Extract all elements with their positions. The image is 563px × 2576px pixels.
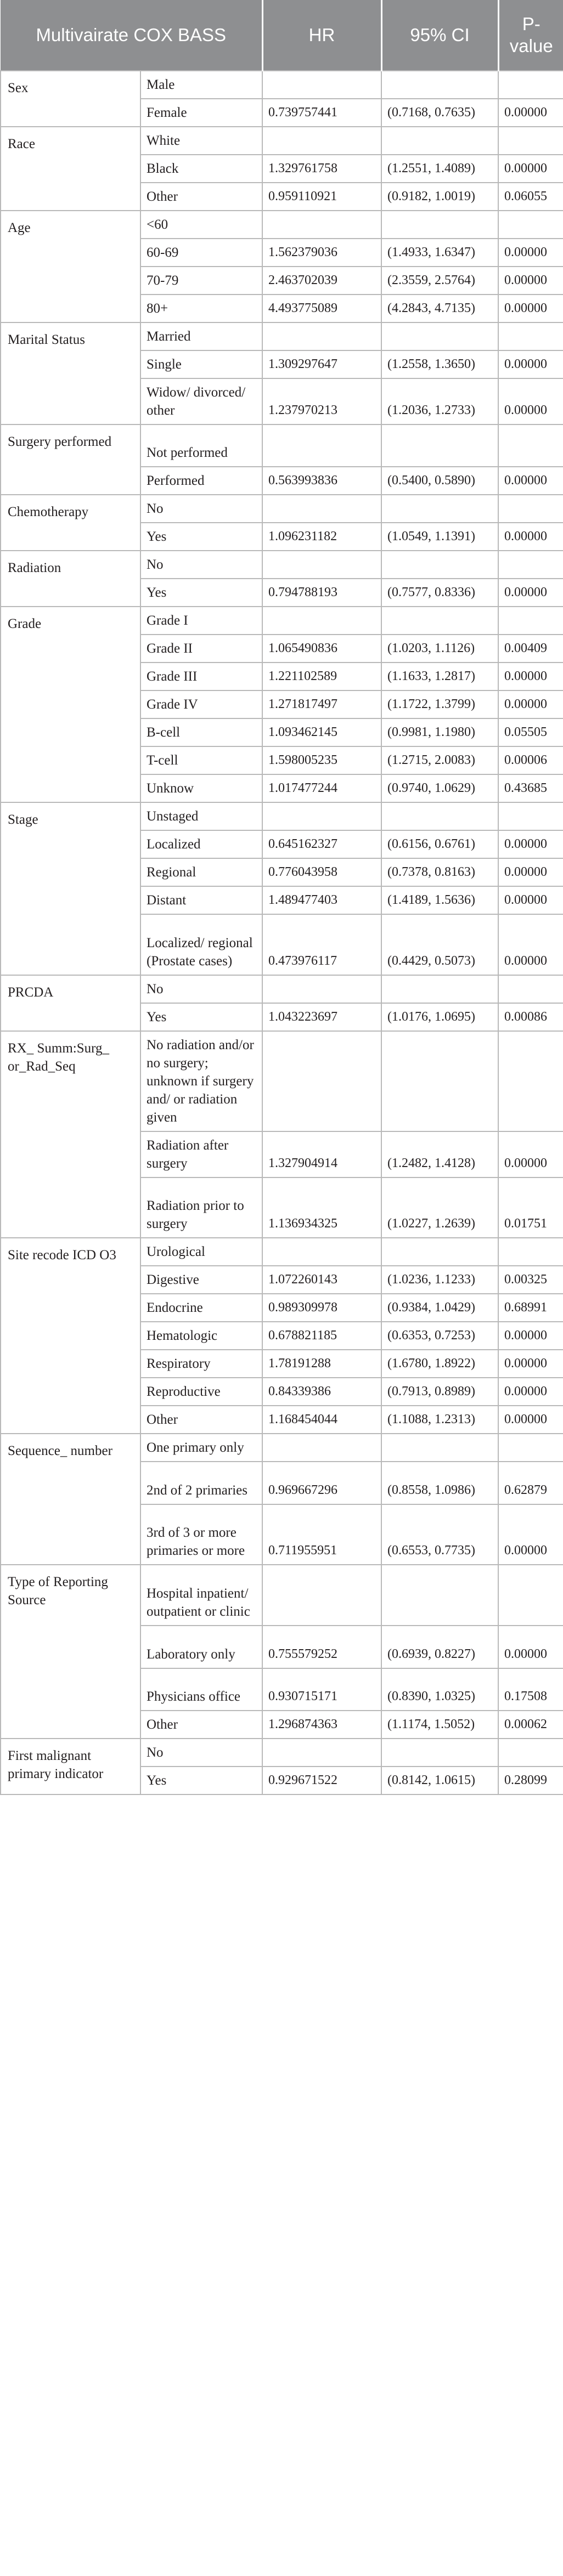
ci-value: (4.2843, 4.7135) — [381, 295, 498, 322]
table-row — [1, 424, 563, 467]
hr-value: 0.755579252 — [262, 1626, 381, 1668]
ci-value: (1.1722, 1.3799) — [381, 690, 498, 718]
p-value-column-header: P-value — [498, 0, 563, 71]
p-value — [498, 1031, 563, 1131]
table-row — [1, 1565, 563, 1626]
ci-value: (1.1633, 1.2817) — [381, 663, 498, 690]
ci-value: (0.8558, 1.0986) — [381, 1462, 498, 1504]
p-value — [498, 607, 563, 635]
p-value — [498, 322, 563, 350]
p-value: 0.00000 — [498, 663, 563, 690]
p-value — [498, 71, 563, 99]
level-label: Localized/ regional (Prostate cases) — [140, 914, 262, 975]
p-value: 0.00409 — [498, 635, 563, 663]
ci-value: (1.4189, 1.5636) — [381, 886, 498, 914]
level-label: Respiratory — [140, 1350, 262, 1378]
p-value — [498, 1434, 563, 1462]
hr-value: 1.237970213 — [262, 378, 381, 424]
level-label: Radiation prior to surgery — [140, 1177, 262, 1238]
p-value: 0.00000 — [498, 1378, 563, 1406]
hr-value: 0.959110921 — [262, 183, 381, 211]
ci-value: (0.7168, 0.7635) — [381, 99, 498, 127]
hr-value: 0.989309978 — [262, 1294, 381, 1322]
ci-column-header: 95% CI — [381, 0, 498, 71]
ci-value: (0.8390, 1.0325) — [381, 1668, 498, 1711]
hr-value — [262, 322, 381, 350]
ci-value — [381, 71, 498, 99]
level-label: Other — [140, 1406, 262, 1434]
table-row — [1, 802, 563, 830]
level-label: Female — [140, 99, 262, 127]
p-value: 0.68991 — [498, 1294, 563, 1322]
hr-value — [262, 495, 381, 523]
table-row — [1, 211, 563, 239]
ci-value: (0.9740, 1.0629) — [381, 774, 498, 802]
ci-value — [381, 211, 498, 239]
p-value — [498, 802, 563, 830]
hr-value — [262, 1238, 381, 1266]
level-label: 60-69 — [140, 239, 262, 267]
p-value: 0.00000 — [498, 523, 563, 551]
hr-value: 2.463702039 — [262, 267, 381, 295]
p-value: 0.00000 — [498, 378, 563, 424]
hr-value — [262, 1434, 381, 1462]
ci-value: (1.6780, 1.8922) — [381, 1350, 498, 1378]
hr-value: 0.84339386 — [262, 1378, 381, 1406]
ci-value: (0.9981, 1.1980) — [381, 718, 498, 746]
hr-value: 0.776043958 — [262, 858, 381, 886]
level-label: Widow/ divorced/ other — [140, 378, 262, 424]
p-value: 0.00000 — [498, 267, 563, 295]
group-label: Surgery performed — [1, 424, 140, 495]
hr-value: 1.271817497 — [262, 690, 381, 718]
ci-value: (1.0227, 1.2639) — [381, 1177, 498, 1238]
group-label: Site recode ICD O3 — [1, 1238, 140, 1434]
ci-value: (1.4933, 1.6347) — [381, 239, 498, 267]
hr-value: 0.473976117 — [262, 914, 381, 975]
p-value: 0.00000 — [498, 914, 563, 975]
ci-value: (0.7913, 0.8989) — [381, 1378, 498, 1406]
level-label: One primary only — [140, 1434, 262, 1462]
ci-value: (1.1174, 1.5052) — [381, 1711, 498, 1739]
level-label: Unknow — [140, 774, 262, 802]
ci-value — [381, 424, 498, 467]
ci-value: (1.2558, 1.3650) — [381, 350, 498, 378]
level-label: Male — [140, 71, 262, 99]
group-label: Sequence_ number — [1, 1434, 140, 1565]
hr-value — [262, 127, 381, 155]
level-label: Endocrine — [140, 1294, 262, 1322]
ci-value: (0.6939, 0.8227) — [381, 1626, 498, 1668]
level-label: No — [140, 975, 262, 1003]
p-value: 0.00000 — [498, 239, 563, 267]
table-row — [1, 551, 563, 579]
table-row — [1, 1031, 563, 1131]
hr-value: 1.096231182 — [262, 523, 381, 551]
hr-value — [262, 975, 381, 1003]
ci-value: (0.4429, 0.5073) — [381, 914, 498, 975]
p-value: 0.00000 — [498, 295, 563, 322]
ci-value: (1.2551, 1.4089) — [381, 155, 498, 183]
group-label: Grade — [1, 607, 140, 802]
p-value: 0.00000 — [498, 1626, 563, 1668]
hr-value — [262, 607, 381, 635]
ci-value: (2.3559, 2.5764) — [381, 267, 498, 295]
level-label: Grade II — [140, 635, 262, 663]
p-value: 0.00000 — [498, 155, 563, 183]
ci-value: (1.0549, 1.1391) — [381, 523, 498, 551]
group-label: Marital Status — [1, 322, 140, 424]
level-label: Single — [140, 350, 262, 378]
p-value: 0.62879 — [498, 1462, 563, 1504]
hr-value: 1.072260143 — [262, 1266, 381, 1294]
hr-value: 1.327904914 — [262, 1131, 381, 1177]
p-value — [498, 551, 563, 579]
p-value: 0.28099 — [498, 1767, 563, 1794]
table-row — [1, 607, 563, 635]
hr-value — [262, 1739, 381, 1767]
level-label: Reproductive — [140, 1378, 262, 1406]
hr-value: 1.309297647 — [262, 350, 381, 378]
p-value: 0.01751 — [498, 1177, 563, 1238]
group-label: PRCDA — [1, 975, 140, 1031]
p-value: 0.00000 — [498, 467, 563, 495]
group-label: Sex — [1, 71, 140, 127]
level-label: Unstaged — [140, 802, 262, 830]
hr-value: 1.598005235 — [262, 746, 381, 774]
level-label: Grade III — [140, 663, 262, 690]
p-value — [498, 495, 563, 523]
level-label: Localized — [140, 830, 262, 858]
group-label: First malignant primary indicator — [1, 1739, 140, 1794]
hr-value: 0.969667296 — [262, 1462, 381, 1504]
p-value: 0.06055 — [498, 183, 563, 211]
hr-value: 0.739757441 — [262, 99, 381, 127]
table-header — [1, 0, 563, 71]
level-label: Other — [140, 183, 262, 211]
hr-value — [262, 211, 381, 239]
hr-value: 1.136934325 — [262, 1177, 381, 1238]
level-label: Yes — [140, 523, 262, 551]
hr-value: 1.017477244 — [262, 774, 381, 802]
hr-value: 1.065490836 — [262, 635, 381, 663]
p-value — [498, 127, 563, 155]
hr-value: 1.168454044 — [262, 1406, 381, 1434]
level-label: Grade IV — [140, 690, 262, 718]
table-row — [1, 127, 563, 155]
level-label: No — [140, 1739, 262, 1767]
level-label: Other — [140, 1711, 262, 1739]
level-label: No — [140, 495, 262, 523]
p-value — [498, 1739, 563, 1767]
table-row — [1, 1434, 563, 1462]
level-label: Black — [140, 155, 262, 183]
level-label: Distant — [140, 886, 262, 914]
variable-column-header: Multivairate COX BASS — [1, 0, 262, 71]
p-value: 0.00000 — [498, 858, 563, 886]
p-value — [498, 424, 563, 467]
ci-value: (0.9182, 1.0019) — [381, 183, 498, 211]
hr-value: 0.929671522 — [262, 1767, 381, 1794]
ci-value: (0.7577, 0.8336) — [381, 579, 498, 607]
level-label: T-cell — [140, 746, 262, 774]
hr-value: 0.645162327 — [262, 830, 381, 858]
hr-value: 0.563993836 — [262, 467, 381, 495]
p-value: 0.00000 — [498, 99, 563, 127]
table-row — [1, 1739, 563, 1767]
p-value: 0.05505 — [498, 718, 563, 746]
ci-value: (1.0176, 1.0695) — [381, 1003, 498, 1031]
level-label: Radiation after surgery — [140, 1131, 262, 1177]
group-label: Radiation — [1, 551, 140, 607]
p-value: 0.00000 — [498, 350, 563, 378]
ci-value: (0.5400, 0.5890) — [381, 467, 498, 495]
p-value — [498, 211, 563, 239]
p-value: 0.00325 — [498, 1266, 563, 1294]
ci-value: (0.6156, 0.6761) — [381, 830, 498, 858]
hr-value: 0.678821185 — [262, 1322, 381, 1350]
level-label: Married — [140, 322, 262, 350]
group-label: Age — [1, 211, 140, 322]
group-label: Stage — [1, 802, 140, 975]
hr-value: 0.930715171 — [262, 1668, 381, 1711]
level-label: No — [140, 551, 262, 579]
p-value: 0.00000 — [498, 1322, 563, 1350]
ci-value — [381, 1565, 498, 1626]
hr-value: 0.794788193 — [262, 579, 381, 607]
hr-column-header: HR — [262, 0, 381, 71]
p-value: 0.00000 — [498, 1350, 563, 1378]
p-value: 0.00006 — [498, 746, 563, 774]
hr-value: 1.329761758 — [262, 155, 381, 183]
hr-value: 1.78191288 — [262, 1350, 381, 1378]
ci-value: (0.9384, 1.0429) — [381, 1294, 498, 1322]
hr-value: 1.093462145 — [262, 718, 381, 746]
group-label: Race — [1, 127, 140, 211]
ci-value: (0.6553, 0.7735) — [381, 1504, 498, 1565]
ci-value: (1.0203, 1.1126) — [381, 635, 498, 663]
ci-value — [381, 1238, 498, 1266]
ci-value: (1.2482, 1.4128) — [381, 1131, 498, 1177]
ci-value: (0.7378, 0.8163) — [381, 858, 498, 886]
level-label: <60 — [140, 211, 262, 239]
level-label: Laboratory only — [140, 1626, 262, 1668]
hr-value: 1.489477403 — [262, 886, 381, 914]
p-value — [498, 1565, 563, 1626]
ci-value — [381, 495, 498, 523]
ci-value — [381, 322, 498, 350]
level-label: B-cell — [140, 718, 262, 746]
p-value: 0.00086 — [498, 1003, 563, 1031]
p-value: 0.00000 — [498, 1406, 563, 1434]
level-label: Yes — [140, 1767, 262, 1794]
hr-value: 1.296874363 — [262, 1711, 381, 1739]
level-label: Digestive — [140, 1266, 262, 1294]
level-label: Not performed — [140, 424, 262, 467]
p-value: 0.00000 — [498, 1131, 563, 1177]
table-row — [1, 495, 563, 523]
hr-value — [262, 1031, 381, 1131]
group-label: Type of Reporting Source — [1, 1565, 140, 1739]
ci-value: (1.2036, 1.2733) — [381, 378, 498, 424]
p-value: 0.00000 — [498, 1504, 563, 1565]
table-body — [1, 71, 563, 1794]
level-label: Hematologic — [140, 1322, 262, 1350]
level-label: Yes — [140, 1003, 262, 1031]
level-label: 3rd of 3 or more primaries or more — [140, 1504, 262, 1565]
ci-value — [381, 1434, 498, 1462]
level-label: Regional — [140, 858, 262, 886]
hr-value: 1.562379036 — [262, 239, 381, 267]
ci-value — [381, 127, 498, 155]
level-label: 2nd of 2 primaries — [140, 1462, 262, 1504]
ci-value: (0.6353, 0.7253) — [381, 1322, 498, 1350]
level-label: 80+ — [140, 295, 262, 322]
p-value: 0.00000 — [498, 579, 563, 607]
table-row — [1, 1238, 563, 1266]
ci-value: (1.0236, 1.1233) — [381, 1266, 498, 1294]
level-label: 70-79 — [140, 267, 262, 295]
hr-value: 1.221102589 — [262, 663, 381, 690]
level-label: No radiation and/or no surgery; unknown if surgery and/ or radiation given — [140, 1031, 262, 1131]
hr-value — [262, 424, 381, 467]
p-value: 0.00062 — [498, 1711, 563, 1739]
ci-value — [381, 975, 498, 1003]
level-label: Yes — [140, 579, 262, 607]
ci-value — [381, 607, 498, 635]
hr-value — [262, 802, 381, 830]
table-row — [1, 975, 563, 1003]
p-value: 0.43685 — [498, 774, 563, 802]
group-label: Chemotherapy — [1, 495, 140, 551]
ci-value — [381, 551, 498, 579]
p-value: 0.00000 — [498, 830, 563, 858]
hr-value: 0.711955951 — [262, 1504, 381, 1565]
hr-value — [262, 551, 381, 579]
p-value: 0.00000 — [498, 690, 563, 718]
table-row — [1, 322, 563, 350]
hr-value: 4.493775089 — [262, 295, 381, 322]
p-value: 0.17508 — [498, 1668, 563, 1711]
hr-value — [262, 1565, 381, 1626]
level-label: Grade I — [140, 607, 262, 635]
group-label: RX_ Summ:Surg_ or_Rad_Seq — [1, 1031, 140, 1238]
p-value: 0.00000 — [498, 886, 563, 914]
level-label: Physicians office — [140, 1668, 262, 1711]
ci-value — [381, 802, 498, 830]
ci-value — [381, 1031, 498, 1131]
level-label: Hospital inpatient/ outpatient or clinic — [140, 1565, 262, 1626]
hr-value: 1.043223697 — [262, 1003, 381, 1031]
level-label: Performed — [140, 467, 262, 495]
ci-value: (0.8142, 1.0615) — [381, 1767, 498, 1794]
ci-value — [381, 1739, 498, 1767]
table-row — [1, 71, 563, 99]
level-label: White — [140, 127, 262, 155]
p-value — [498, 975, 563, 1003]
hr-value — [262, 71, 381, 99]
ci-value: (1.2715, 2.0083) — [381, 746, 498, 774]
p-value — [498, 1238, 563, 1266]
level-label: Urological — [140, 1238, 262, 1266]
ci-value: (1.1088, 1.2313) — [381, 1406, 498, 1434]
